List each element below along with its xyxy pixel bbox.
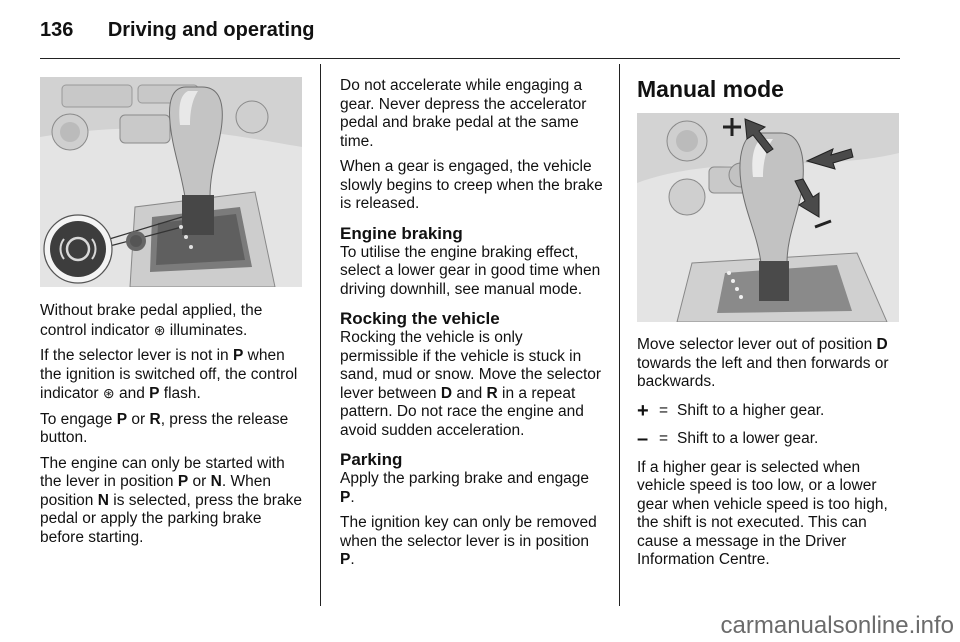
paragraph: To engage P or R, press the release button. — [40, 410, 289, 446]
watermark: carmanualsonline.info — [720, 612, 954, 639]
column-1-text — [40, 302, 305, 554]
brake-pedal-indicator-icon: ⊛ — [102, 385, 115, 401]
paragraph: To utilise the engine braking effect, select a lower gear in good time when driving downhill, see manual mode. — [340, 243, 601, 298]
heading-manual-mode: Manual mode — [637, 76, 784, 102]
paragraph: Do not accelerate while engaging a gear. Never depress the accelerator pedal and brake pedal at the same time. — [340, 77, 587, 150]
column-divider-2 — [619, 64, 620, 606]
paragraph: Move selector lever out of position D towards the left and then forwards or backwards. — [637, 336, 889, 390]
minus-icon: – — [637, 428, 649, 451]
column-3-text — [637, 336, 903, 577]
plus-icon: + — [637, 399, 649, 422]
section-title: Driving and operating — [107, 19, 315, 41]
column-2-text — [340, 77, 605, 577]
brake-pedal-indicator-icon: ⊛ — [153, 321, 166, 338]
manual-mode-drawing — [637, 113, 899, 322]
column-divider-1 — [320, 64, 321, 606]
gear-selector-illustration — [40, 77, 302, 287]
paragraph: Without brake pedal applied, the control indicator ⊛ illuminates. — [40, 302, 263, 339]
paragraph: If a higher gear is selected when vehicle speed is too low, or a lower gear when vehicle speed is too high, the shift is not executed. This can cause a message in the Driver Information Centre. — [637, 458, 888, 568]
header-rule — [40, 58, 900, 59]
paragraph: Apply the parking brake and engage P. — [340, 470, 590, 506]
paragraph: When a gear is engaged, the vehicle slowly begins to creep when the brake is released. — [340, 158, 603, 212]
subheading-rocking: Rocking the vehicle — [340, 309, 500, 328]
legend-text: Shift to a higher gear. — [677, 401, 825, 419]
legend-row-lower: – = Shift to a lower gear. — [637, 428, 819, 451]
page-header — [40, 19, 315, 49]
shift-legend — [637, 399, 903, 451]
paragraph: If the selector lever is not in P when the ignition is switched off, the control indicator ⊛ and P flash. — [40, 347, 298, 402]
legend-row-higher: + = Shift to a higher gear. — [637, 399, 825, 422]
manual-mode-selector-illustration — [637, 113, 899, 322]
gear-selector-drawing — [40, 77, 302, 287]
paragraph: The engine can only be started with the lever in position P or N. When position N is selected, press the brake pedal or apply the parking brake before starting. — [40, 454, 302, 546]
paragraph: Rocking the vehicle is only permissible if the vehicle is stuck in sand, mud or snow. Move the selector lever between D and R in a repeat pattern. Do not race the engine and avoid sudden acceleration. — [340, 329, 602, 439]
legend-text: Shift to a lower gear. — [677, 430, 819, 447]
subheading-parking: Parking — [340, 450, 403, 469]
page-number: 136 — [40, 19, 74, 41]
paragraph: The ignition key can only be removed when the selector lever is in position P. — [340, 514, 597, 568]
subheading-engine-braking: Engine braking — [340, 223, 463, 243]
